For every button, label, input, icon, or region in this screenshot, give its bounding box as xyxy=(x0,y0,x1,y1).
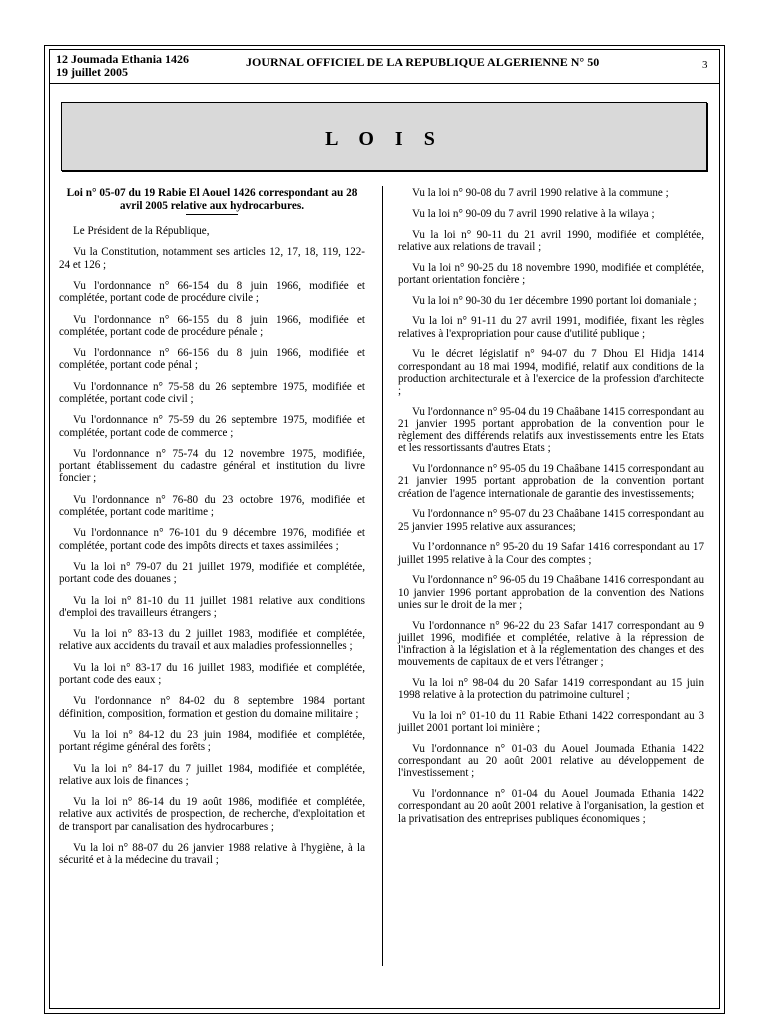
visa-paragraph: Vu la loi n° 90-30 du 1er décembre 1990 portant loi domaniale ; xyxy=(412,294,697,307)
visa-paragraph: Vu l'ordonnance n° 75-58 du 26 septembre 1975, modifiée et complétée, portant code civil ; xyxy=(59,380,365,405)
visa-paragraph: Vu la loi n° 86-14 du 19 août 1986, modifiée et complétée, relative aux activités de prospection, de recherche, d'exploitation et de transport par canalisation des hydrocarbures ; xyxy=(59,796,365,833)
section-title: L O I S xyxy=(325,128,443,150)
visa-paragraph: Le Président de la République, xyxy=(73,225,210,237)
left-column xyxy=(59,187,365,875)
right-column xyxy=(398,187,704,833)
visa-paragraph: Vu la loi n° 90-11 du 21 avril 1990, modifiée et complétée, relative aux relations de travail ; xyxy=(398,228,704,253)
visa-paragraph: Vu l'ordonnance n° 95-07 du 23 Chaâbane 1415 correspondant au 25 janvier 1995 relative aux assurances; xyxy=(398,508,704,533)
visa-paragraph: Vu la loi n° 01-10 du 11 Rabie Ethani 1422 correspondant au 3 juillet 2001 portant loi minière ; xyxy=(398,710,704,735)
visa-paragraph: Vu la loi n° 81-10 du 11 juillet 1981 relative aux conditions d'emploi des travailleurs étrangers ; xyxy=(59,594,365,619)
visa-paragraph: Vu l'ordonnance n° 84-02 du 8 septembre 1984 portant définition, composition, formation et gestion du domaine militaire ; xyxy=(59,695,365,720)
visa-paragraph: Vu l'ordonnance n° 01-04 du Aouel Joumada Ethania 1422 correspondant au 20 août 2001 relative à l'organisation, la gestion et la privatisation des entreprises publiques économiques ; xyxy=(398,788,704,825)
page-number: 3 xyxy=(702,59,708,71)
visa-paragraph: Vu la loi n° 84-17 du 7 juillet 1984, modifiée et complétée, relative aux lois de finances ; xyxy=(59,762,365,787)
law-title: Loi n° 05-07 du 19 Rabie El Aouel 1426 correspondant au 28 avril 2005 relative aux hydrocarbures. xyxy=(66,187,358,212)
left-paragraphs xyxy=(59,225,365,866)
visa-paragraph: Vu l'ordonnance n° 96-22 du 23 Safar 1417 correspondant au 9 juillet 1996, modifiée et complétée, relative à la répression de l'infraction à la législation et à la réglementation des changes et des mouvements de capitaux de et vers l'étranger ; xyxy=(398,619,704,669)
visa-paragraph: Vu l'ordonnance n° 95-04 du 19 Chaâbane 1415 correspondant au 21 janvier 1995 portant approbation de la convention pour le règlement des différends relatifs aux investissements entre les Etats et les ressortissants d'autres Etats ; xyxy=(398,405,704,455)
visa-paragraph: Vu l'ordonnance n° 66-155 du 8 juin 1966, modifiée et complétée, portant code de procédure pénale ; xyxy=(59,313,365,338)
visa-paragraph: Vu l'ordonnance n° 76-80 du 23 octobre 1976, modifiée et complétée, portant code maritime ; xyxy=(59,493,365,518)
visa-paragraph: Vu la loi n° 90-08 du 7 avril 1990 relative à la commune ; xyxy=(412,187,669,199)
header-divider xyxy=(49,83,720,84)
visa-paragraph: Vu le décret législatif n° 94-07 du 7 Dhou El Hidja 1414 correspondant au 18 mai 1994, modifié, relatif aux conditions de la production architecturale et à l'exercice de la profession d'architecte ; xyxy=(398,348,704,397)
visa-paragraph: Vu la loi n° 98-04 du 20 Safar 1419 correspondant au 15 juin 1998 relative à la protection du patrimoine culturel ; xyxy=(398,677,704,702)
visa-paragraph: Vu la loi n° 88-07 du 26 janvier 1988 relative à l'hygiène, à la sécurité et à la médecine du travail ; xyxy=(59,841,365,867)
right-paragraphs xyxy=(398,187,704,825)
visa-paragraph: Vu la loi n° 79-07 du 21 juillet 1979, modifiée et complétée, portant code des douanes ; xyxy=(59,560,365,586)
column-divider xyxy=(382,186,383,966)
header-date-hijri: 12 Joumada Ethania 1426 xyxy=(56,52,190,66)
header-date-gregorian: 19 juillet 2005 xyxy=(56,65,128,79)
title-separator xyxy=(186,214,238,215)
visa-paragraph: Vu la loi n° 84-12 du 23 juin 1984, modifiée et complétée, portant régime général des forêts ; xyxy=(59,728,365,754)
visa-paragraph: Vu l'ordonnance n° 76-101 du 9 décembre 1976, modifiée et complétée, portant code des impôts directs et taxes assimilées ; xyxy=(59,527,365,552)
journal-title: JOURNAL OFFICIEL DE LA REPUBLIQUE ALGERIENNE N° 50 xyxy=(246,55,600,69)
visa-paragraph: Vu l'ordonnance n° 95-05 du 19 Chaâbane 1415 correspondant au 21 janvier 1995 portant approbation de la convention portant création de l'agence internationale de garantie des investissements; xyxy=(398,463,704,500)
visa-paragraph: Vu l'ordonnance n° 75-74 du 12 novembre 1975, modifiée, portant établissement du cadastre général et institution du livre foncier ; xyxy=(59,447,365,485)
visa-paragraph: Vu l'ordonnance n° 75-59 du 26 septembre 1975, modifiée et complétée, portant code de commerce ; xyxy=(59,414,365,439)
visa-paragraph: Vu l'ordonnance n° 66-154 du 8 juin 1966, modifiée et complétée, portant code de procédure civile ; xyxy=(59,279,365,305)
visa-paragraph: Vu l'ordonnance n° 96-05 du 19 Chaâbane 1416 correspondant au 10 janvier 1996 portant approbation de la convention des Nations unies sur le droit de la mer ; xyxy=(398,574,704,611)
visa-paragraph: Vu l'ordonnance n° 66-156 du 8 juin 1966, modifiée et complétée, portant code pénal ; xyxy=(59,347,365,372)
visa-paragraph: Vu la loi n° 83-17 du 16 juillet 1983, modifiée et complétée, portant code des eaux ; xyxy=(59,661,365,686)
visa-paragraph: Vu la loi n° 91-11 du 27 avril 1991, modifiée, fixant les règles relatives à l'expropriation pour cause d'utilité publique ; xyxy=(398,315,704,340)
header-date xyxy=(56,53,189,79)
visa-paragraph: Vu la loi n° 83-13 du 2 juillet 1983, modifiée et complétée, relative aux accidents du travail et aux maladies professionnelles ; xyxy=(59,628,365,653)
visa-paragraph: Vu la Constitution, notamment ses articles 12, 17, 18, 119, 122-24 et 126 ; xyxy=(59,246,365,271)
visa-paragraph: Vu la loi n° 90-09 du 7 avril 1990 relative à la wilaya ; xyxy=(412,207,655,220)
visa-paragraph: Vu l’ordonnance n° 95-20 du 19 Safar 1416 correspondant au 17 juillet 1995 relative à la Cour des comptes ; xyxy=(398,541,704,566)
visa-paragraph: Vu la loi n° 90-25 du 18 novembre 1990, modifiée et complétée, portant orientation foncière ; xyxy=(398,261,704,286)
visa-paragraph: Vu l'ordonnance n° 01-03 du Aouel Joumada Ethania 1422 correspondant au 20 août 2001 relative au développement de l'investissement ; xyxy=(398,743,704,780)
